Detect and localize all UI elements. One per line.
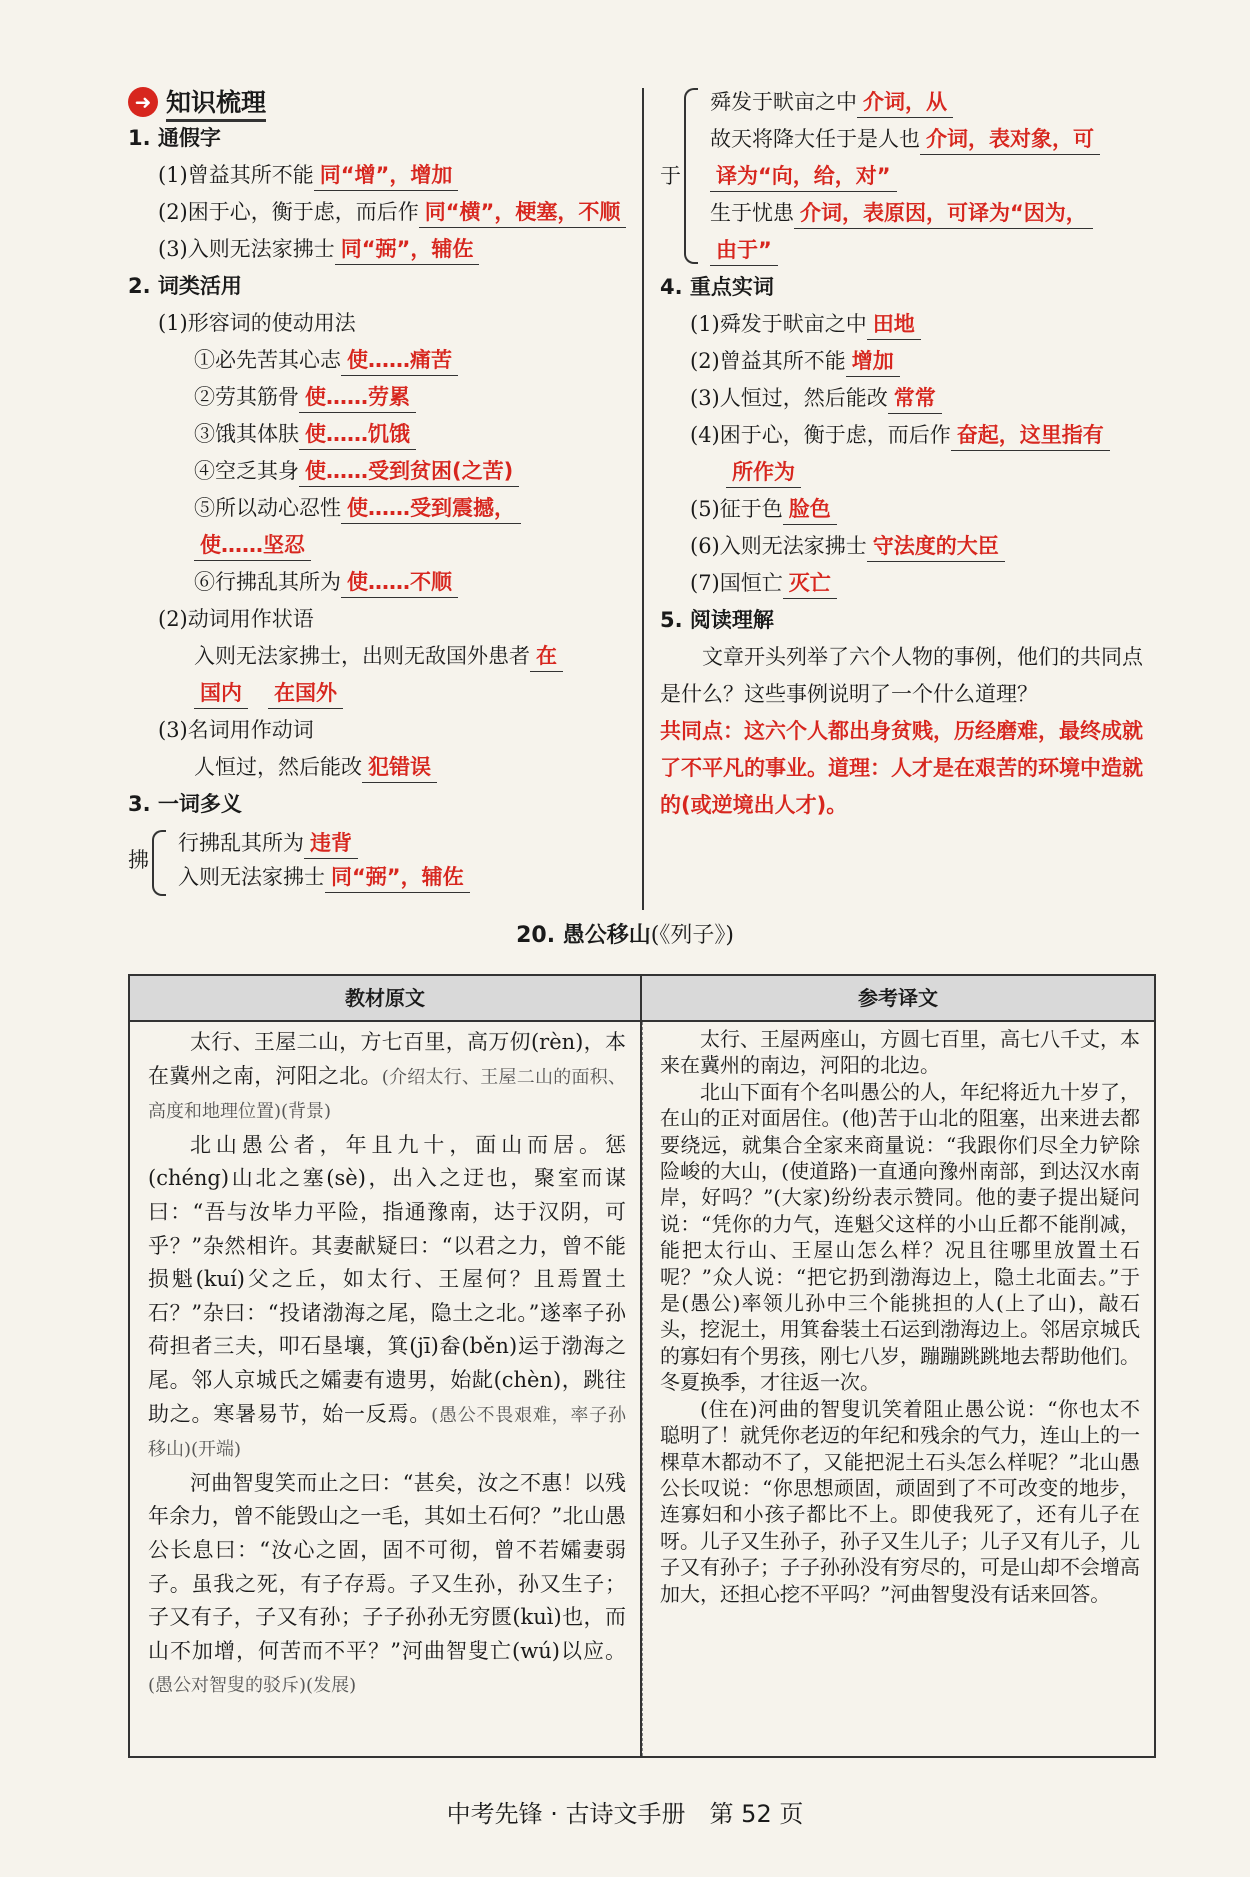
s2-sub3: (3)名词用作动词	[158, 718, 314, 742]
table-header-translation: 参考译文	[642, 976, 1154, 1022]
list-item: 生于忧患 介词，表原因，可译为“因为，	[710, 195, 1100, 232]
translation-text	[660, 1026, 1140, 1607]
list-item: ②劳其筋骨 使……劳累	[128, 379, 636, 416]
page-footer: 中考先锋 · 古诗文手册 第 52 页	[446, 1800, 804, 1828]
original-text	[148, 1026, 626, 1703]
list-item: 入则无法家拂士，出则无敌国外患者 在	[128, 638, 636, 675]
list-item: (1)曾益其所不能 同“增”，增加	[128, 157, 636, 194]
list-item-cont: 使……坚忍	[128, 527, 636, 564]
s4-title: 4. 重点实词	[660, 275, 774, 299]
list-item: (5)征于色 脸色	[660, 491, 1160, 528]
list-item: (3)人恒过，然后能改 常常	[660, 380, 1160, 417]
reading-question: 文章开头列举了六个人物的事例，他们的共同点是什么？这些事例说明了一个什么道理？	[660, 645, 1143, 706]
paragraph: 太行、王屋两座山，方圆七百里，高七八千丈，本来在冀州的南边，河阳的北边。	[660, 1027, 1140, 1078]
list-item: 舜发于畎亩之中 介词，从	[710, 84, 1100, 121]
right-column	[660, 84, 1160, 824]
list-item: ③饿其体肤 使……饥饿	[128, 416, 636, 453]
left-column	[128, 120, 636, 897]
list-item: (7)国恒亡 灭亡	[660, 565, 1160, 602]
paragraph: 河曲智叟笑而止之曰：“甚矣，汝之不惠！以残年余力，曾不能毁山之一毛，其如土石何？”北山愚公长息曰：“汝心之固，固不可彻，曾不若孀妻弱子。虽我之死，有子存焉。子又生孙，孙又生子；子又有子，子又有孙；子子孙孙无穷匮(kuì)也，而山不加增，何苦而不平？”河曲智叟亡(wú)以应。(愚公对智叟的驳斥)(发展)	[148, 1470, 626, 1697]
paragraph: 太行、王屋二山，方七百里，高万仞(rèn)，本在冀州之南，河阳之北。(介绍太行、王屋二山的面积、高度和地理位置)(背景)	[148, 1030, 627, 1123]
list-item-cont: 由于”	[710, 232, 1100, 269]
list-item: (2)困于心，衡于虑，而后作 同“横”，梗塞，不顺	[128, 194, 636, 231]
yu-word: 于	[660, 164, 681, 188]
list-item: (3)入则无法家拂士 同“弼”，辅佐	[128, 231, 636, 268]
text-table	[128, 974, 1156, 1758]
paragraph: (住在)河曲的智叟讥笑着阻止愚公说：“你也太不聪明了！就凭你老迈的年纪和残余的气力，连山上的一棵草木都动不了，又能把泥土石头怎么样呢？”北山愚公长叹说：“你思想顽固，顽固到了不可改变的地步，连寡妇和小孩子都比不上。即使我死了，还有儿子在呀。儿子又生孙子，孙子又生儿子；儿子又有儿子，儿子又有孙子；子子孙孙没有穷尽的，可是山却不会增高加大，还担心挖不平吗？”河曲智叟没有话来回答。	[660, 1396, 1140, 1606]
list-item-cont: 国内 在国外	[128, 675, 636, 712]
list-item: 人恒过，然后能改 犯错误	[128, 749, 636, 786]
list-item: (2)曾益其所不能 增加	[660, 343, 1160, 380]
lesson-title: 20. 愚公移山(《列子》)	[516, 923, 734, 948]
arrow-right-icon: ➜	[128, 87, 158, 117]
s2-sub2: (2)动词用作状语	[158, 607, 314, 631]
list-item: (6)入则无法家拂士 守法度的大臣	[660, 528, 1160, 565]
brace-group	[684, 84, 1100, 269]
section-header	[128, 84, 266, 120]
list-item: ⑥行拂乱其所为 使……不顺	[128, 564, 636, 601]
dashed-divider	[642, 1022, 643, 1756]
paragraph: 北山下面有个名叫愚公的人，年纪将近九十岁了，在山的正对面居住。(他)苦于山北的阻塞，出来进去都要绕远，就集合全家来商量说：“我跟你们尽全力铲除险峻的大山，(使道路)一直通向豫州南部，到达汉水南岸，好吗？”(大家)纷纷表示赞同。他的妻子提出疑问说：“凭你的力气，连魁父这样的小山丘都不能削减，能把太行山、王屋山怎么样？况且往哪里放置土石呢？”众人说：“把它扔到渤海边上，隐土北面去。”于是(愚公)率领儿孙中三个能挑担的人(上了山)，敲石头，挖泥土，用箕畚装土石运到渤海边上。邻居京城氏的寡妇有个男孩，刚七八岁，蹦蹦跳跳地去帮助他们。冬夏换季，才往返一次。	[660, 1079, 1140, 1395]
list-item: ①必先苦其心志 使……痛苦	[128, 342, 636, 379]
polysemy-word: 拂	[128, 847, 149, 872]
polysemy-group	[128, 823, 636, 897]
list-item: (1)舜发于畎亩之中 田地	[660, 306, 1160, 343]
s5-title: 5. 阅读理解	[660, 608, 774, 632]
list-item: 行拂乱其所为 违背	[178, 826, 470, 860]
list-item: 入则无法家拂士 同“弼”，辅佐	[178, 860, 470, 894]
list-item: 故天将降大任于是人也 介词，表对象，可	[710, 121, 1100, 158]
list-item: ④空乏其身 使……受到贫困(之苦)	[128, 453, 636, 490]
s1-title: 1. 通假字	[128, 126, 221, 150]
brace-icon	[684, 88, 698, 264]
list-item-cont: 译为“向，给，对”	[710, 158, 1100, 195]
column-divider	[642, 88, 644, 910]
s2-sub1: (1)形容词的使动用法	[158, 311, 356, 335]
s2-title: 2. 词类活用	[128, 274, 242, 298]
table-header-original: 教材原文	[130, 976, 640, 1022]
paragraph: 北山愚公者，年且九十，面山而居。惩(chéng)山北之塞(sè)，出入之迂也，聚室而谋曰：“吾与汝毕力平险，指通豫南，达于汉阴，可乎？”杂然相许。其妻献疑曰：“以君之力，曾不能损魁(kuí)父之丘，如太行、王屋何？且焉置土石？”杂曰：“投诸渤海之尾，隐土之北。”遂率子孙荷担者三夫，叩石垦壤，箕(jī)畚(běn)运于渤海之尾。邻人京城氏之孀妻有遗男，始龀(chèn)，跳往助之。寒暑易节，始一反焉。(愚公不畏艰难，率子孙移山)(开端)	[148, 1132, 626, 1461]
list-item-cont: 所作为	[660, 454, 1160, 491]
brace-icon	[152, 830, 166, 896]
yu-group	[660, 84, 1160, 269]
brace-group	[152, 826, 470, 894]
list-item: ⑤所以动心忍性 使……受到震撼，	[128, 490, 636, 527]
section-title: 知识梳理	[166, 83, 266, 122]
reading-answer: 共同点：这六个人都出身贫贱，历经磨难，最终成就了不平凡的事业。道理：人才是在艰苦的环境中造就的(或逆境出人才)。	[660, 719, 1143, 817]
s3-title: 3. 一词多义	[128, 792, 242, 816]
list-item: (4)困于心，衡于虑，而后作 奋起，这里指有	[660, 417, 1160, 454]
